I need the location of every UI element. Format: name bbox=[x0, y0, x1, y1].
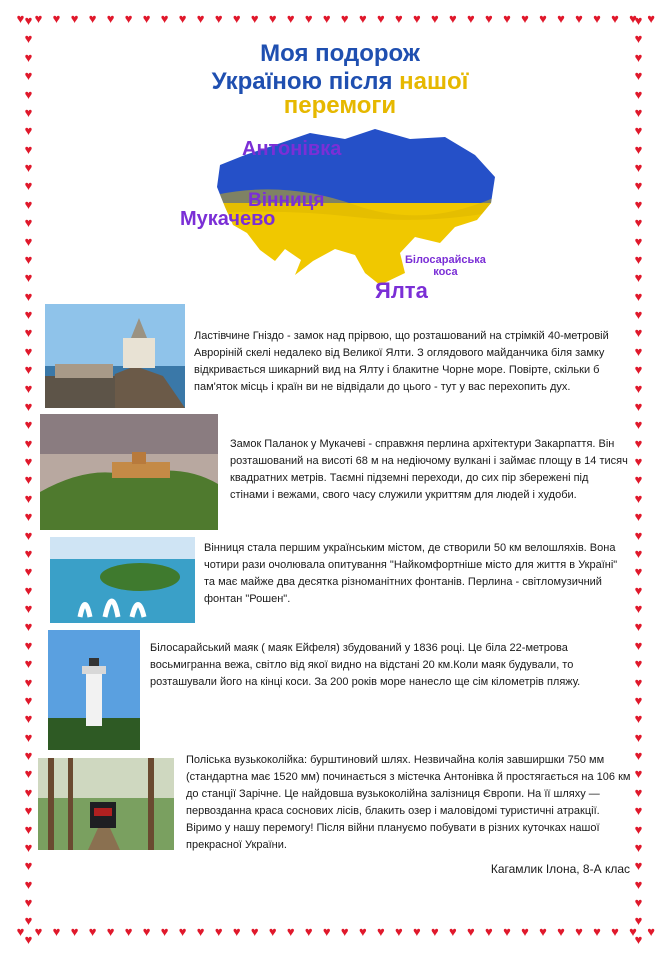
heart-icon: ♥ bbox=[232, 924, 241, 939]
heart-icon: ♥ bbox=[634, 637, 643, 653]
photo-narrow-gauge-train bbox=[38, 758, 174, 850]
heart-icon: ♥ bbox=[394, 11, 403, 26]
heart-icon: ♥ bbox=[24, 545, 33, 561]
heart-icon: ♥ bbox=[629, 924, 637, 939]
heart-icon: ♥ bbox=[634, 472, 643, 488]
heart-icon: ♥ bbox=[16, 11, 25, 26]
heart-icon: ♥ bbox=[634, 307, 643, 322]
heart-icon: ♥ bbox=[634, 619, 643, 635]
heart-icon: ♥ bbox=[634, 233, 643, 249]
heart-icon: ♥ bbox=[160, 924, 169, 939]
heart-icon: ♥ bbox=[394, 924, 403, 939]
section-swallows-nest-text: Ластівчине Гніздо - замок над прірвою, що розташований на стрімкій 40-метровій Авроріній скелі недалеко від Великої Ялти. З оглядового майданчика біля замку відкривається шикарний вид на Ялту і блакитне Чорне море. Повірте, скільки б пам'яток місць і країн ви не відвідали до цього - тут у вас перехопить дух. bbox=[194, 330, 609, 393]
heart-icon: ♥ bbox=[634, 784, 643, 800]
heart-icon: ♥ bbox=[232, 11, 241, 26]
heart-icon: ♥ bbox=[521, 924, 529, 939]
heart-icon: ♥ bbox=[88, 11, 97, 26]
heart-icon: ♥ bbox=[24, 821, 33, 837]
heart-icon: ♥ bbox=[268, 11, 277, 26]
heart-icon: ♥ bbox=[358, 11, 367, 26]
heart-icon: ♥ bbox=[634, 803, 643, 819]
heart-icon: ♥ bbox=[634, 13, 643, 28]
heart-icon: ♥ bbox=[16, 924, 25, 939]
heart-icon: ♥ bbox=[634, 123, 643, 139]
heart-icon: ♥ bbox=[503, 924, 511, 939]
heart-icon: ♥ bbox=[634, 454, 643, 469]
heart-icon: ♥ bbox=[634, 325, 643, 341]
heart-icon: ♥ bbox=[24, 160, 33, 175]
heart-icon: ♥ bbox=[634, 490, 643, 506]
heart-icon: ♥ bbox=[214, 11, 223, 26]
heart-icon: ♥ bbox=[634, 398, 643, 414]
heart-icon: ♥ bbox=[634, 270, 643, 286]
heart-icon: ♥ bbox=[24, 251, 33, 267]
heart-icon: ♥ bbox=[611, 11, 619, 26]
heart-icon: ♥ bbox=[24, 215, 33, 231]
heart-icon: ♥ bbox=[358, 924, 367, 939]
photo-vinnytsia-fountain bbox=[50, 537, 195, 623]
heart-icon: ♥ bbox=[647, 924, 655, 939]
heart-icon: ♥ bbox=[24, 858, 33, 874]
heart-icon: ♥ bbox=[24, 454, 33, 469]
heart-icon: ♥ bbox=[286, 11, 295, 26]
author-signature: Кагамлик Ілона, 8-А клас bbox=[490, 862, 630, 876]
heart-icon: ♥ bbox=[160, 11, 169, 26]
city-bilosaraiska-line2: коса bbox=[433, 266, 458, 278]
heart-icon: ♥ bbox=[24, 784, 33, 800]
heart-icon: ♥ bbox=[557, 11, 565, 26]
heart-icon: ♥ bbox=[634, 380, 643, 396]
heart-icon: ♥ bbox=[24, 637, 33, 653]
heart-icon: ♥ bbox=[70, 924, 79, 939]
heart-icon: ♥ bbox=[24, 49, 33, 65]
title-line-3: перемоги bbox=[283, 92, 397, 119]
photo-swallows-nest bbox=[45, 304, 185, 408]
heart-icon: ♥ bbox=[178, 11, 187, 26]
heart-icon: ♥ bbox=[634, 674, 643, 690]
heart-icon: ♥ bbox=[634, 729, 643, 745]
heart-icon: ♥ bbox=[24, 362, 33, 378]
heart-icon: ♥ bbox=[24, 564, 33, 580]
heart-icon: ♥ bbox=[634, 86, 643, 102]
heart-icon: ♥ bbox=[634, 766, 643, 782]
heart-icon: ♥ bbox=[634, 178, 643, 194]
heart-icon: ♥ bbox=[634, 821, 643, 837]
heart-icon: ♥ bbox=[214, 924, 223, 939]
heart-icon: ♥ bbox=[521, 11, 529, 26]
heart-icon: ♥ bbox=[634, 288, 643, 304]
heart-icon: ♥ bbox=[24, 343, 33, 359]
heart-icon: ♥ bbox=[634, 251, 643, 267]
heart-icon: ♥ bbox=[24, 31, 33, 47]
heart-icon: ♥ bbox=[142, 924, 151, 939]
heart-icon: ♥ bbox=[250, 11, 259, 26]
heart-icon: ♥ bbox=[24, 178, 33, 194]
section-palanok-text: Замок Паланок у Мукачеві - справжня перлина архітектури Закарпаття. Він розташований на висоті 68 м на недіючому вулкані і займає площу в 14 тисяч квадратних метрів. Таємні підземні переходи, до сих пір збережені під стінами і вежами, свого часу служили укриттям для людей і худоби. bbox=[230, 438, 628, 501]
heart-icon: ♥ bbox=[467, 924, 475, 939]
heart-icon: ♥ bbox=[634, 895, 643, 910]
heart-icon: ♥ bbox=[24, 13, 33, 28]
heart-icon: ♥ bbox=[322, 924, 331, 939]
heart-icon: ♥ bbox=[24, 196, 33, 212]
heart-icon: ♥ bbox=[634, 692, 643, 708]
heart-icon: ♥ bbox=[250, 924, 259, 939]
heart-icon: ♥ bbox=[24, 509, 33, 525]
section-vinnytsia-text: Вінниця стала першим українським містом, де створили 50 км велошляхів. Вона чотири рази очолювала опитування "Найкомфортніше місто для життя в Україні" та має майже два десятка різноманітних фонтанів. Перлина - світломузичний фонтан "Рошен". bbox=[204, 542, 618, 605]
heart-icon: ♥ bbox=[485, 924, 493, 939]
heart-icon: ♥ bbox=[24, 692, 33, 708]
heart-icon: ♥ bbox=[557, 924, 565, 939]
heart-icon: ♥ bbox=[449, 11, 457, 26]
heart-icon: ♥ bbox=[634, 545, 643, 561]
heart-icon: ♥ bbox=[634, 49, 643, 65]
heart-icon: ♥ bbox=[503, 11, 511, 26]
city-antonivka-label: Антонівка bbox=[242, 138, 342, 160]
heart-icon: ♥ bbox=[196, 924, 205, 939]
heart-border-right bbox=[632, 0, 652, 960]
heart-icon: ♥ bbox=[322, 11, 331, 26]
heart-icon: ♥ bbox=[24, 104, 33, 120]
heart-icon: ♥ bbox=[431, 924, 439, 939]
heart-icon: ♥ bbox=[634, 160, 643, 175]
heart-icon: ♥ bbox=[24, 656, 33, 672]
title-line-1: Моя подорож bbox=[260, 40, 420, 67]
heart-icon: ♥ bbox=[24, 398, 33, 414]
heart-icon: ♥ bbox=[634, 876, 643, 892]
heart-icon: ♥ bbox=[24, 913, 33, 929]
heart-icon: ♥ bbox=[286, 924, 295, 939]
title-line-2-blue: Україною після bbox=[211, 68, 393, 95]
heart-icon: ♥ bbox=[634, 417, 643, 433]
heart-icon: ♥ bbox=[24, 876, 33, 892]
heart-icon: ♥ bbox=[24, 490, 33, 506]
heart-icon: ♥ bbox=[431, 11, 439, 26]
heart-icon: ♥ bbox=[24, 86, 33, 102]
heart-icon: ♥ bbox=[106, 11, 115, 26]
heart-icon: ♥ bbox=[24, 601, 33, 616]
heart-icon: ♥ bbox=[24, 895, 33, 910]
heart-icon: ♥ bbox=[88, 924, 97, 939]
heart-icon: ♥ bbox=[106, 924, 115, 939]
heart-icon: ♥ bbox=[24, 931, 33, 947]
heart-icon: ♥ bbox=[634, 711, 643, 727]
heart-icon: ♥ bbox=[24, 325, 33, 341]
heart-icon: ♥ bbox=[634, 564, 643, 580]
heart-icon: ♥ bbox=[634, 362, 643, 378]
heart-icon: ♥ bbox=[634, 527, 643, 543]
heart-icon: ♥ bbox=[24, 435, 33, 451]
heart-icon: ♥ bbox=[268, 924, 277, 939]
heart-icon: ♥ bbox=[24, 141, 33, 157]
heart-icon: ♥ bbox=[634, 656, 643, 672]
heart-icon: ♥ bbox=[634, 582, 643, 598]
heart-icon: ♥ bbox=[629, 11, 637, 26]
heart-icon: ♥ bbox=[24, 674, 33, 690]
heart-icon: ♥ bbox=[575, 11, 583, 26]
heart-icon: ♥ bbox=[634, 215, 643, 231]
photo-lighthouse bbox=[48, 630, 140, 750]
city-mukachevo-label: Мукачево bbox=[180, 208, 276, 230]
heart-icon: ♥ bbox=[634, 913, 643, 929]
heart-icon: ♥ bbox=[634, 435, 643, 451]
heart-icon: ♥ bbox=[178, 924, 187, 939]
section-narrow-gauge-text: Поліська вузькоколійка: бурштиновий шлях. Незвичайна колія завширшки 750 мм (стандартна має 1520 мм) починається з містечка Антонівка й простягається на 106 км до станції Зарічне. Це найдовша вузькоколійна залізниця Європи. На її шляху — первозданна краса соснових лісів, блакить озер і маловідомі туристичні атракції. Віримо у нашу перемогу! Після війни плануємо побувати в різних куточках нашої прекрасної України. bbox=[186, 754, 631, 851]
section-lighthouse-text: Білосарайський маяк ( маяк Ейфеля) збудований у 1836 році. Це біла 22-метрова восьмигранна вежа, світло від якої видно на відстані 20 км.Коли маяк будували, то розташували його на кінці коси. За 200 років море нанесло ще сім кілометрів пляжу. bbox=[150, 642, 581, 688]
heart-icon: ♥ bbox=[24, 472, 33, 488]
heart-icon: ♥ bbox=[634, 748, 643, 763]
heart-icon: ♥ bbox=[634, 601, 643, 616]
heart-icon: ♥ bbox=[34, 924, 43, 939]
heart-icon: ♥ bbox=[412, 924, 421, 939]
heart-icon: ♥ bbox=[24, 619, 33, 635]
heart-icon: ♥ bbox=[124, 11, 133, 26]
heart-icon: ♥ bbox=[24, 68, 33, 84]
city-yalta-label: Ялта bbox=[375, 278, 428, 303]
heart-icon: ♥ bbox=[634, 141, 643, 157]
heart-icon: ♥ bbox=[634, 858, 643, 874]
heart-icon: ♥ bbox=[467, 11, 475, 26]
heart-icon: ♥ bbox=[24, 123, 33, 139]
heart-icon: ♥ bbox=[647, 11, 655, 26]
title-line-2-yellow: нашої bbox=[399, 68, 469, 95]
heart-icon: ♥ bbox=[376, 11, 385, 26]
heart-icon: ♥ bbox=[142, 11, 151, 26]
heart-icon: ♥ bbox=[593, 11, 601, 26]
heart-icon: ♥ bbox=[24, 417, 33, 433]
heart-border-top bbox=[0, 12, 672, 32]
heart-icon: ♥ bbox=[24, 748, 33, 763]
heart-icon: ♥ bbox=[24, 288, 33, 304]
heart-icon: ♥ bbox=[24, 270, 33, 286]
heart-icon: ♥ bbox=[485, 11, 493, 26]
heart-icon: ♥ bbox=[24, 839, 33, 855]
photo-palanok-castle bbox=[40, 414, 218, 530]
heart-icon: ♥ bbox=[634, 509, 643, 525]
heart-icon: ♥ bbox=[611, 924, 619, 939]
heart-icon: ♥ bbox=[24, 527, 33, 543]
heart-icon: ♥ bbox=[634, 196, 643, 212]
heart-icon: ♥ bbox=[24, 729, 33, 745]
heart-icon: ♥ bbox=[340, 11, 349, 26]
heart-icon: ♥ bbox=[124, 924, 133, 939]
heart-icon: ♥ bbox=[340, 924, 349, 939]
heart-icon: ♥ bbox=[539, 11, 547, 26]
heart-icon: ♥ bbox=[575, 924, 583, 939]
heart-icon: ♥ bbox=[634, 839, 643, 855]
heart-icon: ♥ bbox=[634, 104, 643, 120]
heart-icon: ♥ bbox=[24, 582, 33, 598]
heart-icon: ♥ bbox=[304, 924, 313, 939]
heart-icon: ♥ bbox=[24, 803, 33, 819]
heart-icon: ♥ bbox=[196, 11, 205, 26]
city-vinnytsia-label: Вінниця bbox=[248, 190, 325, 211]
heart-icon: ♥ bbox=[593, 924, 601, 939]
city-bilosaraiska-line1: Білосарайська bbox=[405, 254, 486, 266]
heart-icon: ♥ bbox=[24, 711, 33, 727]
heart-icon: ♥ bbox=[24, 233, 33, 249]
heart-border-bottom bbox=[0, 925, 672, 945]
heart-icon: ♥ bbox=[634, 31, 643, 47]
heart-icon: ♥ bbox=[634, 931, 643, 947]
heart-icon: ♥ bbox=[24, 380, 33, 396]
heart-icon: ♥ bbox=[70, 11, 79, 26]
heart-icon: ♥ bbox=[449, 924, 457, 939]
heart-icon: ♥ bbox=[634, 68, 643, 84]
heart-icon: ♥ bbox=[634, 343, 643, 359]
heart-icon: ♥ bbox=[24, 766, 33, 782]
heart-icon: ♥ bbox=[304, 11, 313, 26]
heart-icon: ♥ bbox=[52, 924, 61, 939]
heart-icon: ♥ bbox=[24, 307, 33, 322]
heart-icon: ♥ bbox=[412, 11, 421, 26]
heart-icon: ♥ bbox=[34, 11, 43, 26]
heart-icon: ♥ bbox=[52, 11, 61, 26]
heart-icon: ♥ bbox=[376, 924, 385, 939]
city-bilosaraiska-label bbox=[405, 254, 486, 278]
heart-icon: ♥ bbox=[539, 924, 547, 939]
